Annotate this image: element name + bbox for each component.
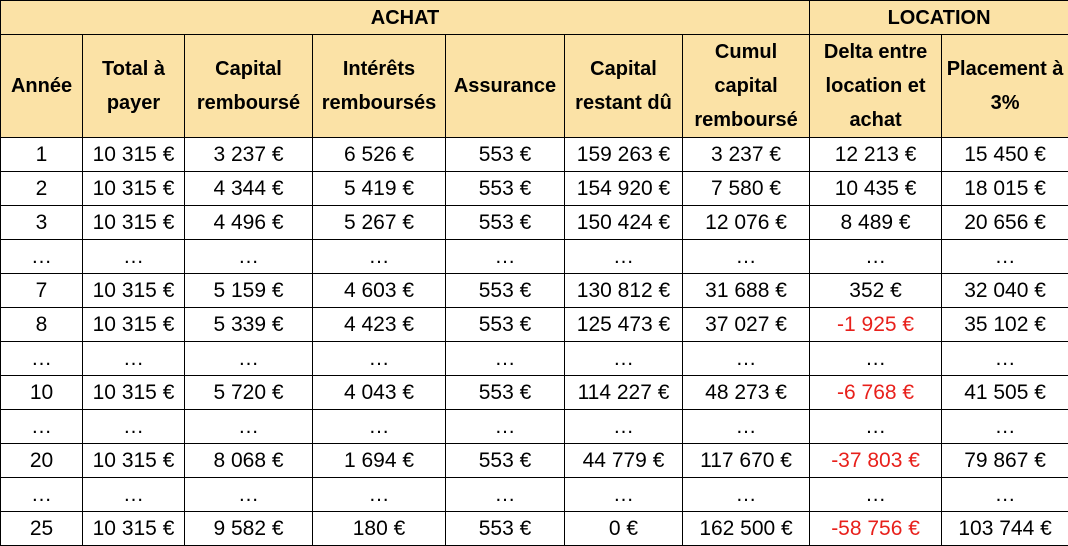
cell-delta-location-achat: -1 925 € (810, 308, 942, 342)
cell-placement: 103 744 € (942, 512, 1068, 546)
column-header-capital-restant-du: Capital restant dû (565, 35, 683, 138)
cell-interets-rembourses: 5 419 € (313, 172, 446, 206)
cell-interets-rembourses: … (313, 240, 446, 274)
cell-cumul-capital-rembourse: 31 688 € (683, 274, 810, 308)
cell-delta-location-achat: 352 € (810, 274, 942, 308)
cell-capital-restant-du: 114 227 € (565, 376, 683, 410)
cell-annee: … (1, 342, 83, 376)
cell-placement: 32 040 € (942, 274, 1068, 308)
cell-capital-rembourse: … (185, 342, 313, 376)
cell-interets-rembourses: … (313, 342, 446, 376)
column-header-total-a-payer: Total à payer (83, 35, 185, 138)
cell-annee: … (1, 240, 83, 274)
cell-capital-rembourse: 5 339 € (185, 308, 313, 342)
table-row (1, 444, 1068, 478)
cell-assurance: … (446, 342, 565, 376)
cell-capital-rembourse: 9 582 € (185, 512, 313, 546)
cell-capital-rembourse: 3 237 € (185, 138, 313, 172)
cell-total-a-payer: … (83, 478, 185, 512)
cell-placement: 35 102 € (942, 308, 1068, 342)
cell-total-a-payer: … (83, 240, 185, 274)
cell-placement: … (942, 478, 1068, 512)
cell-total-a-payer: 10 315 € (83, 444, 185, 478)
cell-assurance: 553 € (446, 172, 565, 206)
cell-interets-rembourses: 4 603 € (313, 274, 446, 308)
cell-total-a-payer: 10 315 € (83, 274, 185, 308)
cell-annee: … (1, 410, 83, 444)
cell-assurance: 553 € (446, 206, 565, 240)
cell-interets-rembourses: … (313, 478, 446, 512)
cell-delta-location-achat: -37 803 € (810, 444, 942, 478)
cell-delta-location-achat: -58 756 € (810, 512, 942, 546)
cell-cumul-capital-rembourse: … (683, 478, 810, 512)
cell-total-a-payer: … (83, 342, 185, 376)
cell-delta-location-achat: 12 213 € (810, 138, 942, 172)
column-header-annee: Année (1, 35, 83, 138)
table-row (1, 376, 1068, 410)
table-body (1, 138, 1068, 546)
cell-capital-rembourse: 4 496 € (185, 206, 313, 240)
table-row (1, 138, 1068, 172)
cell-interets-rembourses: 6 526 € (313, 138, 446, 172)
cell-cumul-capital-rembourse: … (683, 240, 810, 274)
cell-interets-rembourses: 4 043 € (313, 376, 446, 410)
cell-interets-rembourses: 180 € (313, 512, 446, 546)
cell-capital-restant-du: 159 263 € (565, 138, 683, 172)
cell-cumul-capital-rembourse: … (683, 410, 810, 444)
group-header-location: LOCATION (810, 1, 1068, 35)
cell-annee: 25 (1, 512, 83, 546)
cell-assurance: … (446, 410, 565, 444)
cell-capital-rembourse: 5 159 € (185, 274, 313, 308)
cell-delta-location-achat: 8 489 € (810, 206, 942, 240)
cell-annee: 2 (1, 172, 83, 206)
cell-placement: … (942, 410, 1068, 444)
cell-total-a-payer: 10 315 € (83, 376, 185, 410)
column-header-assurance: Assurance (446, 35, 565, 138)
cell-annee: 1 (1, 138, 83, 172)
cell-assurance: … (446, 240, 565, 274)
cell-capital-rembourse: 5 720 € (185, 376, 313, 410)
cell-placement: … (942, 240, 1068, 274)
cell-capital-restant-du: … (565, 342, 683, 376)
cell-assurance: 553 € (446, 376, 565, 410)
cell-total-a-payer: 10 315 € (83, 512, 185, 546)
cell-capital-restant-du: 125 473 € (565, 308, 683, 342)
cell-annee: 20 (1, 444, 83, 478)
cell-placement: … (942, 342, 1068, 376)
cell-cumul-capital-rembourse: 3 237 € (683, 138, 810, 172)
cell-interets-rembourses: 1 694 € (313, 444, 446, 478)
table-row (1, 410, 1068, 444)
table-row (1, 512, 1068, 546)
cell-capital-restant-du: 154 920 € (565, 172, 683, 206)
cell-cumul-capital-rembourse: 37 027 € (683, 308, 810, 342)
cell-annee: 3 (1, 206, 83, 240)
cell-placement: 41 505 € (942, 376, 1068, 410)
cell-delta-location-achat: … (810, 478, 942, 512)
group-header-row (1, 1, 1068, 35)
cell-capital-restant-du: 130 812 € (565, 274, 683, 308)
cell-capital-rembourse: 8 068 € (185, 444, 313, 478)
cell-cumul-capital-rembourse: 117 670 € (683, 444, 810, 478)
cell-capital-restant-du: … (565, 478, 683, 512)
cell-delta-location-achat: … (810, 410, 942, 444)
cell-delta-location-achat: -6 768 € (810, 376, 942, 410)
cell-annee: 8 (1, 308, 83, 342)
cell-cumul-capital-rembourse: 12 076 € (683, 206, 810, 240)
cell-placement: 79 867 € (942, 444, 1068, 478)
cell-total-a-payer: 10 315 € (83, 172, 185, 206)
cell-cumul-capital-rembourse: 7 580 € (683, 172, 810, 206)
table-row (1, 308, 1068, 342)
cell-delta-location-achat: … (810, 240, 942, 274)
table-row (1, 478, 1068, 512)
cell-capital-restant-du: 0 € (565, 512, 683, 546)
cell-interets-rembourses: … (313, 410, 446, 444)
column-header-interets-rembourses: Intérêts remboursés (313, 35, 446, 138)
cell-annee: 7 (1, 274, 83, 308)
cell-assurance: 553 € (446, 138, 565, 172)
cell-cumul-capital-rembourse: 48 273 € (683, 376, 810, 410)
column-header-delta-location-achat: Delta entre location et achat (810, 35, 942, 138)
cell-total-a-payer: 10 315 € (83, 308, 185, 342)
cell-placement: 15 450 € (942, 138, 1068, 172)
cell-total-a-payer: 10 315 € (83, 138, 185, 172)
table-row (1, 206, 1068, 240)
cell-capital-restant-du: 150 424 € (565, 206, 683, 240)
cell-capital-restant-du: … (565, 410, 683, 444)
cell-total-a-payer: … (83, 410, 185, 444)
cell-placement: 18 015 € (942, 172, 1068, 206)
cell-assurance: 553 € (446, 444, 565, 478)
cell-capital-rembourse: 4 344 € (185, 172, 313, 206)
cell-assurance: 553 € (446, 308, 565, 342)
column-header-row (1, 35, 1068, 138)
table-row (1, 172, 1068, 206)
cell-assurance: … (446, 478, 565, 512)
column-header-cumul-capital-rembourse: Cumul capital remboursé (683, 35, 810, 138)
cell-total-a-payer: 10 315 € (83, 206, 185, 240)
cell-annee: 10 (1, 376, 83, 410)
cell-capital-rembourse: … (185, 478, 313, 512)
cell-interets-rembourses: 5 267 € (313, 206, 446, 240)
column-header-placement: Placement à 3% (942, 35, 1068, 138)
cell-capital-rembourse: … (185, 240, 313, 274)
cell-capital-restant-du: 44 779 € (565, 444, 683, 478)
table-header (1, 1, 1068, 138)
cell-cumul-capital-rembourse: … (683, 342, 810, 376)
table-row (1, 342, 1068, 376)
table-row (1, 240, 1068, 274)
cell-placement: 20 656 € (942, 206, 1068, 240)
cell-capital-restant-du: … (565, 240, 683, 274)
cell-cumul-capital-rembourse: 162 500 € (683, 512, 810, 546)
cell-delta-location-achat: 10 435 € (810, 172, 942, 206)
table-row (1, 274, 1068, 308)
cell-interets-rembourses: 4 423 € (313, 308, 446, 342)
cell-capital-rembourse: … (185, 410, 313, 444)
group-header-achat: ACHAT (1, 1, 810, 35)
cell-delta-location-achat: … (810, 342, 942, 376)
cell-annee: … (1, 478, 83, 512)
cell-assurance: 553 € (446, 274, 565, 308)
cell-assurance: 553 € (446, 512, 565, 546)
column-header-capital-rembourse: Capital remboursé (185, 35, 313, 138)
